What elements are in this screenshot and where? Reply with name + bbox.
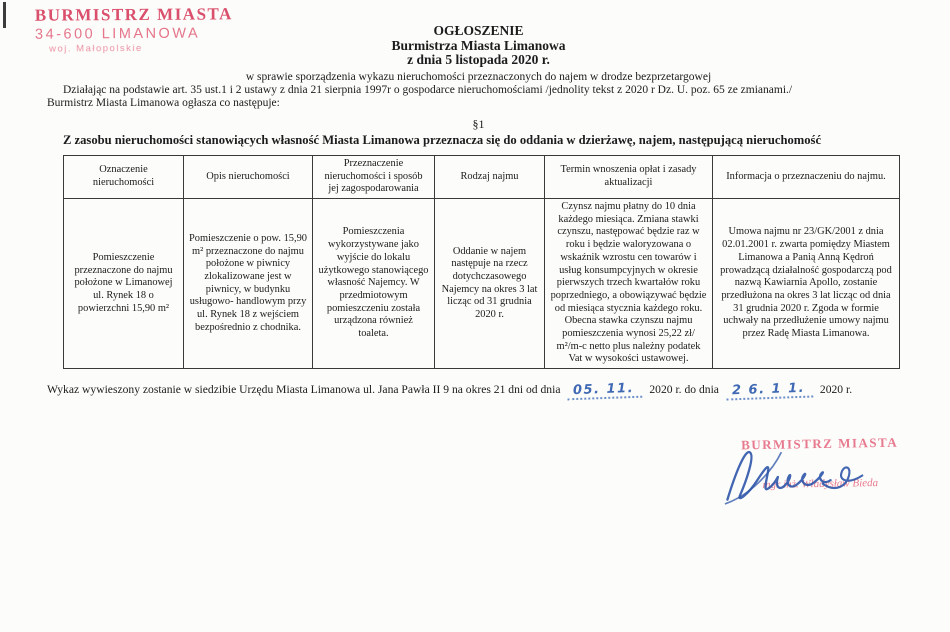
office-stamp-region: woj. Małopolskie bbox=[49, 43, 143, 55]
col-header-property-designation: Oznaczenie nieruchomości bbox=[64, 156, 184, 199]
cell-lease-type: Oddanie w najem następuje na rzecz dotychczasowego Najemcy na okres 3 lat licząc od 31 grudnia 2020 r. bbox=[435, 199, 545, 369]
table-header-row bbox=[64, 156, 900, 199]
legal-basis: Działając na podstawie art. 35 ust.1 i 2 ustawy z dnia 21 sierpnia 1997r o gospodarce nieruchomościami /jednolity tekst z 2020 r Dz. U. poz. 65 ze zmianami./ bbox=[63, 83, 793, 96]
signature-stamp-title: BURMISTRZ MIASTA bbox=[741, 434, 899, 453]
col-header-purpose: Przeznaczenie nieruchomości i sposób jej zagospodarowania bbox=[313, 156, 435, 199]
handwritten-signature bbox=[714, 434, 877, 508]
cell-payment-terms: Czynsz najmu płatny do 10 dnia każdego miesiąca. Zmiana stawki czynszu, następować będzie raz w roku i będzie waloryzowana o wskaźnik wzrostu cen towarów i usług konsumpcyjnych w okresie pierwszych trzech kwartałów roku poprzedniego, a obowiązywać będzie od miesiąca stycznia każdego roku. Obecna stawka czynszu najmu pomieszczenia wynosi 25,22 zł/ m²/m-c netto plus należny podatek Vat w wysokości ustawowej. bbox=[545, 199, 713, 369]
section-statement: Z zasobu nieruchomości stanowiących własność Miasta Limanowa przeznacza się do oddania w dzierżawę, najem, następującą nieruchomość bbox=[63, 133, 822, 148]
col-header-payment-terms: Termin wnoszenia opłat i zasady aktualizacji bbox=[545, 156, 713, 199]
property-listing-table bbox=[63, 155, 900, 369]
col-header-lease-info: Informacja o przeznaczeniu do najmu. bbox=[713, 156, 900, 199]
cell-property-designation: Pomieszczenie przeznaczone do najmu położone w Limanowej ul. Rynek 18 o powierzchni 15,90 m² bbox=[64, 199, 184, 369]
col-header-property-description: Opis nieruchomości bbox=[184, 156, 313, 199]
col-header-lease-type: Rodzaj najmu bbox=[435, 156, 545, 199]
signature-stamp-name: mgr inż. Władysław Bieda bbox=[762, 476, 879, 492]
posting-notice-start: Wykaz wywieszony zostanie w siedzibie Urzędu Miasta Limanowa ul. Jana Pawła II 9 na okres 21 dni od dnia bbox=[47, 383, 561, 397]
section-mark: §1 bbox=[472, 117, 485, 132]
document-date: z dnia 5 listopada 2020 r. bbox=[407, 52, 550, 68]
handwritten-date-to: 2 6. 1 1. bbox=[726, 381, 814, 401]
document-issuer: Burmistrza Miasta Limanowa bbox=[391, 37, 566, 53]
posting-notice-end: 2020 r. bbox=[819, 383, 853, 397]
proclamation-line: Burmistrz Miasta Limanowa ogłasza co następuje: bbox=[47, 96, 280, 109]
posting-notice-mid: 2020 r. do dnia bbox=[649, 383, 719, 397]
cell-purpose: Pomieszczenia wykorzystywane jako wyjście do lokalu użytkowego stanowiącego własność Najemcy. W przedmiotowym pomieszczeniu została urządzona również toaleta. bbox=[313, 199, 435, 369]
handwritten-date-from: 05. 11. bbox=[567, 381, 643, 401]
document-title: OGŁOSZENIE bbox=[433, 23, 524, 38]
title-block bbox=[47, 24, 910, 68]
posting-notice-line bbox=[47, 382, 910, 399]
office-stamp-address: 34-600 LIMANOWA bbox=[34, 25, 201, 43]
cell-lease-info: Umowa najmu nr 23/GK/2001 z dnia 02.01.2001 r. zwarta pomiędzy Miastem Limanowa a Panią Anną Kędroń prowadzącą działalność gospodarczą pod nazwą Kawiarnia Apollo, zostanie przedłużona na okres 3 lat licząc od dnia 31 grudnia 2020 r. Zgoda w formie uchwały na przedłużenie umowy najmu przez Radę Miasta Limanowa. bbox=[713, 199, 900, 369]
cell-property-description: Pomieszczenie o pow. 15,90 m² przeznaczone do najmu położone w piwnicy zlokalizowane jest w piwnicy, w budynku usługowo- handlowym przy ul. Rynek 18 z wejściem bezpośrednio z chodnika. bbox=[184, 199, 313, 369]
office-stamp-title: BURMISTRZ MIASTA bbox=[34, 4, 233, 25]
table-row bbox=[64, 199, 900, 369]
document-subject: w sprawie sporządzenia wykazu nieruchomości przeznaczonych do najem w drodze bezprzetargowej bbox=[245, 70, 712, 83]
